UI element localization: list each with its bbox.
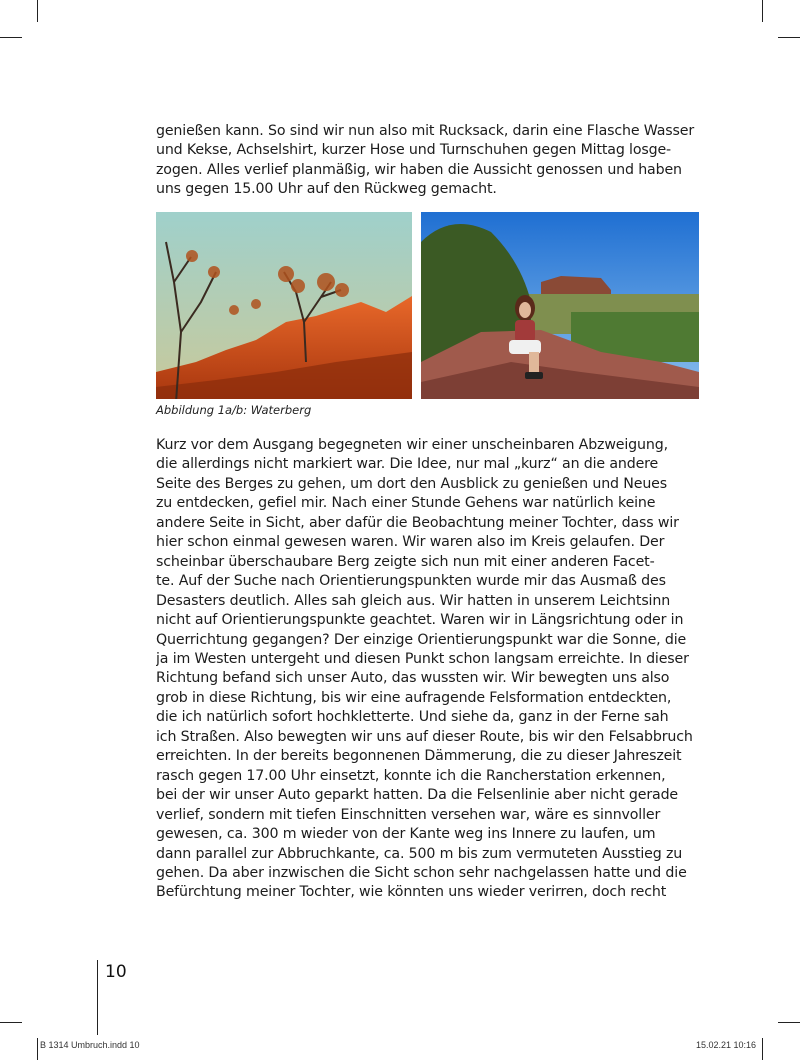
- text-line: ich Straßen. Also bewegten wir uns auf dieser Route, bis wir den Felsabbruch: [156, 728, 693, 745]
- folio-rule: [97, 960, 98, 1035]
- text-line: Seite des Berges zu gehen, um dort den Ausblick zu genießen und Neues: [156, 475, 667, 492]
- text-line: uns gegen 15.00 Uhr auf den Rückweg gemacht.: [156, 181, 497, 198]
- crop-mark: [37, 0, 38, 22]
- text-line: Kurz vor dem Ausgang begegneten wir einer unscheinbaren Abzweigung,: [156, 437, 668, 453]
- text-line: Desasters deutlich. Alles sah gleich aus. Wir hatten in unserem Leichtsinn: [156, 592, 671, 609]
- text-line: gehen. Da aber inzwischen die Sicht schon sehr nachgelassen hatte und die: [156, 864, 687, 881]
- print-slug-timestamp: 15.02.21 10:16: [695, 1040, 756, 1050]
- crop-mark: [778, 1022, 800, 1023]
- text-line: bei der wir unser Auto geparkt hatten. Da die Felsenlinie aber nicht gerade: [156, 787, 679, 804]
- text-line: und Kekse, Achselshirt, kurzer Hose und Turnschuhen gegen Mittag losge-: [156, 142, 672, 159]
- text-line: zu entdecken, gefiel mir. Nach einer Stunde Gehens war natürlich keine: [156, 495, 656, 512]
- crop-mark: [0, 37, 22, 38]
- crop-mark: [37, 1038, 38, 1060]
- text-line: erreichten. In der bereits begonnenen Dämmerung, die zu dieser Jahreszeit: [156, 748, 682, 765]
- text-line: Querrichtung gegangen? Der einzige Orientierungspunkt war die Sonne, die: [156, 631, 687, 648]
- paragraph-main: [156, 436, 699, 903]
- text-line: te. Auf der Suche nach Orientierungspunkten wurde mir das Ausmaß des: [156, 573, 666, 590]
- print-slug-filename: B 1314 Umbruch.indd 10: [40, 1040, 140, 1050]
- text-line: Befürchtung meiner Tochter, wie könnten uns wieder verirren, doch recht: [156, 884, 667, 901]
- text-line: grob in diese Richtung, bis wir eine aufragende Felsformation entdeckten,: [156, 689, 672, 706]
- text-line: gewesen, ca. 300 m wieder von der Kante weg ins Innere zu laufen, um: [156, 826, 656, 843]
- text-line: hier schon einmal gewesen waren. Wir waren also im Kreis gelaufen. Der: [156, 534, 665, 551]
- crop-mark: [762, 1038, 763, 1060]
- text-line: Richtung befand sich unser Auto, das wussten wir. Wir bewegten uns also: [156, 670, 670, 687]
- text-line: dann parallel zur Abbruchkante, ca. 500 m bis zum vermuteten Ausstieg zu: [156, 845, 683, 862]
- text-line: ja im Westen untergeht und diesen Punkt schon langsam erreichte. In dieser: [156, 650, 689, 667]
- text-line: zogen. Alles verlief planmäßig, wir haben die Aussicht genossen und haben: [156, 161, 682, 178]
- page-number: 10: [105, 962, 127, 982]
- paragraph-intro: [156, 122, 699, 200]
- text-line: die ich natürlich sofort hochkletterte. Und siehe da, ganz in der Ferne sah: [156, 709, 669, 726]
- text-line: verlief, sondern mit tiefen Einschnitten versehen war, wäre es sinnvoller: [156, 806, 661, 823]
- figure-caption: Abbildung 1a/b: Waterberg: [156, 403, 312, 417]
- woman-on-rock-photo: [421, 212, 699, 399]
- text-line: nicht auf Orientierungspunkte geachtet. Waren wir in Längsrichtung oder in: [156, 612, 684, 629]
- text-line: die allerdings nicht markiert war. Die Idee, nur mal „kurz“ an die andere: [156, 456, 659, 473]
- sunset-tree-photo: [156, 212, 412, 399]
- text-line: scheinbar überschaubare Berg zeigte sich nun mit einer anderen Facet-: [156, 553, 655, 570]
- crop-mark: [762, 0, 763, 22]
- text-line: andere Seite in Sicht, aber dafür die Beobachtung meiner Tochter, dass wir: [156, 514, 679, 531]
- crop-mark: [0, 1022, 22, 1023]
- crop-mark: [778, 37, 800, 38]
- text-line: genießen kann. So sind wir nun also mit Rucksack, darin eine Flasche Wasser: [156, 123, 695, 139]
- text-line: rasch gegen 17.00 Uhr einsetzt, konnte ich die Rancherstation erkennen,: [156, 767, 666, 784]
